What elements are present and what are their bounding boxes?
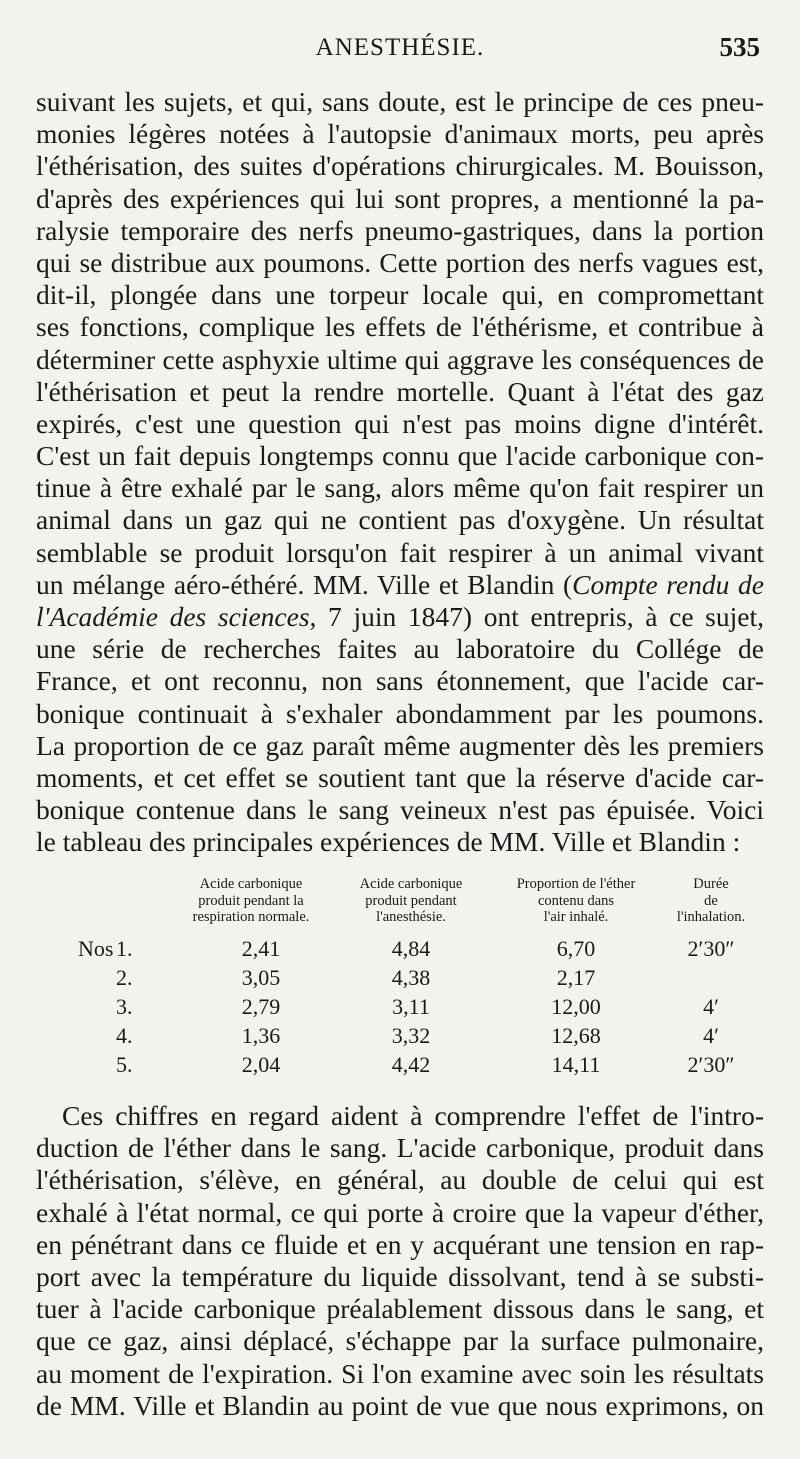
header-line: contenu dans	[537, 892, 615, 909]
page-header	[36, 30, 764, 70]
column-header-co2-normal	[166, 876, 336, 926]
page-number: 535	[719, 32, 760, 62]
column-header-ether-proportion	[491, 876, 661, 926]
text-line: que ce gaz, ainsi déplacé, s'échappe par la surface pulmonaire,	[36, 1325, 764, 1357]
row-label	[78, 965, 158, 991]
cell-co2-normal: 2,04	[241, 1052, 281, 1077]
cell-co2-normal: 3,05	[241, 965, 281, 990]
row-label	[78, 936, 158, 962]
cell-co2-anesthesia: 4,42	[391, 1052, 431, 1077]
text-line: Ces chiffres en regard aident à comprendre l'effet de l'intro-	[62, 1100, 764, 1131]
text-line: l'éthérisation et peut la rendre mortelle. Quant à l'état des gaz	[36, 375, 764, 407]
text-line: expirés, c'est une question qui n'est pas moins digne d'intérêt.	[36, 407, 764, 439]
text-line: l'éthérisation, s'élève, en général, au double de celui qui est	[36, 1164, 764, 1196]
text-line: bonique continuait à s'exhaler abondamment par les poumons.	[36, 697, 764, 729]
text-line: ralysie temporaire des nerfs pneumo-gastriques, dans la portion	[36, 214, 764, 246]
table-row	[36, 1052, 764, 1080]
text-line: suivant les sujets, et qui, sans doute, est le principe de ces pneu-	[36, 86, 764, 117]
row-number: 3.	[116, 994, 133, 1019]
table-row	[36, 994, 764, 1022]
row-label	[78, 1023, 158, 1049]
cell-co2-normal: 1,36	[241, 1023, 281, 1048]
text-line: semblable se produit lorsqu'on fait respirer à un animal vivant	[36, 536, 764, 568]
cell-co2-normal: 2,41	[241, 936, 281, 961]
header-line: de	[704, 892, 718, 909]
text-line: moments, et cet effet se soutient tant que la réserve d'acide car-	[36, 761, 764, 793]
text-line: déterminer cette asphyxie ultime qui aggrave les conséquences de	[36, 343, 764, 375]
column-header-duration	[656, 876, 766, 926]
text-line: exhalé à l'état normal, ce qui porte à croire que la vapeur d'éther,	[36, 1196, 764, 1228]
citation-title: Compte rendu de	[572, 568, 764, 600]
cell-ether-proportion: 12,68	[551, 1023, 601, 1048]
row-number: 2.	[116, 965, 133, 990]
text-line: une série de recherches faites au laboratoire du Collége de	[36, 633, 764, 665]
header-line: Proportion de l'éther	[516, 876, 636, 892]
table-row	[36, 936, 764, 964]
header-line: Acide carbonique	[359, 876, 463, 892]
text-line: d'après des expériences qui lui sont propres, a mentionné la pa-	[36, 182, 764, 214]
text-line: qui se distribue aux poumons. Cette portion des nerfs vagues est,	[36, 246, 764, 278]
header-line: produit pendant	[365, 892, 457, 909]
row-label	[78, 1052, 158, 1078]
cell-co2-normal: 2,79	[241, 994, 281, 1019]
cell-co2-anesthesia: 3,32	[391, 1023, 431, 1048]
text-line: bonique contenue dans le sang veineux n'est pas épuisée. Voici	[36, 794, 764, 826]
text-line: dit-il, plongée dans une torpeur locale qui, en compromettant	[36, 279, 764, 311]
cell-ether-proportion: 14,11	[551, 1052, 601, 1077]
text-line: monies légères notées à l'autopsie d'animaux morts, peu après	[36, 118, 764, 150]
text-line: duction de l'éther dans le sang. L'acide carbonique, produit dans	[36, 1132, 764, 1164]
cell-co2-anesthesia: 4,84	[391, 936, 431, 961]
row-prefix: Nos	[78, 936, 114, 961]
running-title: ANESTHÉSIE.	[315, 34, 485, 61]
cell-duration: 2′30″	[687, 936, 735, 961]
cell-ether-proportion: 2,17	[556, 965, 596, 990]
experiments-table	[36, 876, 764, 1086]
cell-ether-proportion: 6,70	[556, 936, 596, 961]
header-line: respiration normale.	[192, 909, 310, 925]
text-line: de MM. Ville et Blandin au point de vue que nous exprimons, on	[36, 1389, 764, 1421]
text-run: un mélange aéro-éthéré. MM. Ville et Blandin (	[36, 568, 573, 600]
header-line: l'inhalation.	[676, 909, 746, 925]
text-line: le tableau des principales expériences de MM. Ville et Blandin :	[36, 826, 741, 858]
table-row	[36, 965, 764, 993]
text-line-citation-start	[36, 569, 764, 601]
cell-co2-anesthesia: 3,11	[392, 994, 430, 1019]
text-line: tinue à être exhalé par le sang, alors même qu'on fait respirer un	[36, 472, 764, 504]
text-line: C'est un fait depuis longtemps connu que l'acide carbonique con-	[36, 440, 764, 472]
text-line-citation-end	[36, 601, 764, 633]
paragraph-1	[36, 86, 764, 859]
header-line: Durée	[693, 876, 729, 892]
text-line: ses fonctions, complique les effets de l'éthérisme, et contribue à	[36, 311, 764, 343]
text-line: animal dans un gaz qui ne contient pas d'oxygène. Un résultat	[36, 504, 764, 536]
text-line: France, et ont reconnu, non sans étonnement, que l'acide car-	[36, 665, 764, 697]
text-line: au moment de l'expiration. Si l'on examine avec soin les résultats	[36, 1357, 764, 1389]
row-number: 1.	[116, 936, 133, 961]
header-line: l'anesthésie.	[376, 909, 446, 925]
column-header-co2-anesthesia	[336, 876, 486, 926]
text-line: La proportion de ce gaz paraît même augmenter dès les premiers	[36, 729, 764, 761]
text-line: port avec la température du liquide dissolvant, tend à se substi-	[36, 1260, 764, 1292]
cell-duration: 4′	[703, 994, 719, 1019]
row-label	[78, 994, 158, 1020]
cell-ether-proportion: 12,00	[551, 994, 601, 1019]
row-number: 4.	[116, 1023, 133, 1048]
cell-duration: 4′	[703, 1023, 719, 1048]
text-line: l'éthérisation, des suites d'opérations chirurgicales. M. Bouisson,	[36, 150, 764, 182]
header-line: l'air inhalé.	[543, 909, 609, 925]
cell-co2-anesthesia: 4,38	[391, 965, 431, 990]
header-line: Acide carbonique	[199, 876, 303, 892]
citation-title-cont: l'Académie des sciences,	[36, 601, 317, 632]
paragraph-2	[36, 1100, 764, 1422]
text-run: 7 juin 1847) ont entrepris, à ce sujet,	[316, 601, 764, 632]
table-row	[36, 1023, 764, 1051]
text-line: tuer à l'acide carbonique préalablement dissous dans le sang, et	[36, 1293, 764, 1325]
header-line: produit pendant la	[198, 892, 304, 909]
cell-duration: 2′30″	[687, 1052, 735, 1077]
text-line: en pénétrant dans ce fluide et en y acquérant une tension en rap-	[36, 1228, 764, 1260]
row-number: 5.	[116, 1052, 133, 1077]
